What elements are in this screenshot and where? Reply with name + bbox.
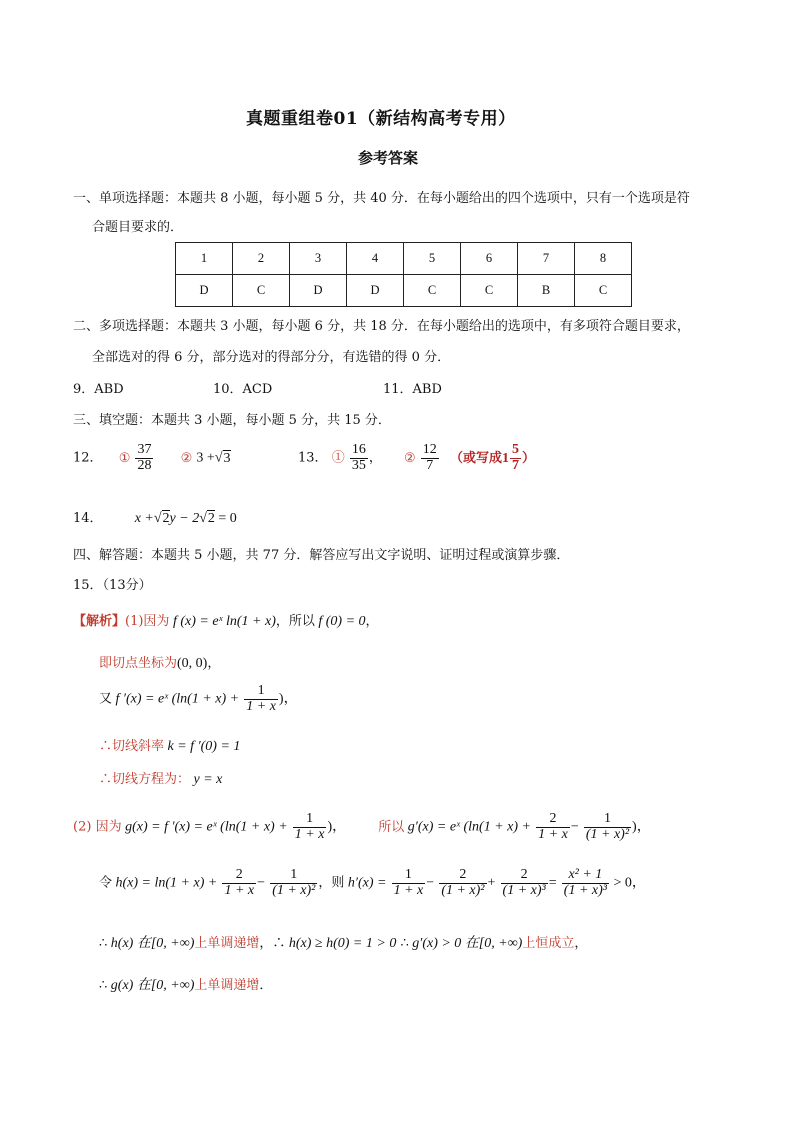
expression: x +: [134, 511, 154, 526]
solution-h-line: 令 h(x) = ln(1 + x) + $\frac{2}{1 + x}$ − $\frac{1}{\text{(1 + x)²}}$ ，则 h′(x) = $\frac{1}{1 + x}$ − $\frac{2}{\text{(1 + x)²}}$ + $\frac{2}{\text{(1 + x)³}}$ = $\frac{\text{x² + 1}}{\text{(1 + x)³}}$ > 0，: [99, 867, 646, 898]
section4-heading: 四、解答题：本题共 5 小题，共 77 分．解答应写出文字说明、证明过程或演算步骤．: [73, 548, 570, 563]
q13-label: 13．: [298, 450, 328, 466]
page-subtitle: 参考答案: [358, 149, 419, 167]
solution-line-5: ∴切线方程为： y = x: [99, 772, 223, 787]
fraction: $\frac{2}{1 + x}$: [538, 811, 568, 842]
table-cell: 3: [290, 243, 347, 275]
sqrt-radicand: 2: [207, 511, 215, 526]
answer-q10: 10．ACD: [213, 382, 273, 397]
circled-two: ②: [404, 450, 416, 466]
sqrt-radicand: 2: [162, 511, 170, 526]
table-cell: 4: [347, 243, 404, 275]
circled-two: ②: [180, 450, 193, 466]
answer-q11: 11．ABD: [383, 382, 442, 397]
fraction: $\frac{1}{\text{(1 + x)²}}$: [585, 811, 630, 842]
expression: 3 +: [196, 450, 215, 466]
table-cell: 6: [461, 243, 518, 275]
answer-q9: 9．ABD: [73, 382, 124, 397]
expression: = 0: [214, 511, 237, 526]
table-cell: C: [233, 275, 290, 307]
table-cell: B: [518, 275, 575, 307]
solution-line-4: ∴切线斜率 k = f ′(0) = 1: [99, 739, 241, 754]
section1-heading-line1: 一、单项选择题：本题共 8 小题，每小题 5 分，共 40 分．在每小题给出的四个选项中，只有一个选项是符: [73, 191, 690, 206]
analysis-tag: 【解析】: [73, 614, 126, 629]
answer-table-number-row: [176, 243, 632, 275]
solution-part2-line: (2) 因为 g(x) = f ′(x) = eˣ (ln(1 + x) + $\frac{1}{1 + x}$ )， 所以 g′(x) = eˣ (ln(1 + x) + $\frac{2}{1 + x}$ − $\frac{1}{\text{(1 + x)²}}$ )，: [73, 811, 651, 842]
table-cell: 5: [404, 243, 461, 275]
solution-line-3: 又 f ′(x) = eˣ (ln(1 + x) + $\frac{1}{1 + x}$ )，: [99, 683, 298, 714]
alternate-answer-note: （或写成1 $\frac{5}{7}$ ）: [449, 442, 535, 473]
comma: ，: [368, 450, 382, 466]
fraction: $\frac{1}{1 + x}$: [393, 867, 424, 898]
q15-label: 15．（13分）: [73, 578, 152, 593]
fraction: $\frac{1}{1 + x}$: [246, 683, 276, 714]
solution-line-1: 【解析】(1)因为 f (x) = eˣ ln(1 + x)，所以 f (0) = 0，: [73, 614, 379, 629]
fraction: $\frac{2}{\text{(1 + x)²}}$: [441, 867, 485, 898]
table-cell: 8: [575, 243, 632, 275]
table-cell: C: [404, 275, 461, 307]
sqrt-radicand: 3: [223, 450, 231, 466]
page-title: 真题重组卷01（新结构高考专用）: [246, 109, 516, 129]
q14-label: 14．: [73, 511, 103, 526]
table-cell: C: [575, 275, 632, 307]
fraction: $\frac{37}{28}$: [137, 442, 152, 473]
solution-monotonic-line: ∴ h(x) 在[0, +∞)上单调递增，∴ h(x) ≥ h(0) = 1 > 0 ∴ g′(x) > 0 在[0, +∞)上恒成立，: [99, 936, 588, 951]
fraction: $\frac{16}{35}$: [351, 442, 366, 473]
sqrt-symbol: √: [199, 511, 207, 526]
circled-one: ①: [331, 450, 345, 466]
table-cell: D: [347, 275, 404, 307]
fraction: $\frac{1}{1 + x}$: [294, 811, 325, 842]
fraction: $\frac{\text{x² + 1}}{\text{(1 + x)³}}$: [563, 867, 607, 898]
section1-heading-line2: 合题目要求的．: [92, 220, 184, 235]
solution-conclusion-line: ∴ g(x) 在[0, +∞)上单调递增．: [99, 978, 273, 993]
answer-table: [175, 242, 632, 307]
fraction: $\frac{12}{7}$: [422, 442, 437, 473]
sqrt-symbol: √: [153, 511, 162, 526]
answer-q12: [73, 443, 231, 473]
table-cell: 7: [518, 243, 575, 275]
answer-q13: [298, 443, 535, 473]
table-cell: D: [176, 275, 233, 307]
table-cell: C: [461, 275, 518, 307]
solution-line-2: 即切点坐标为(0, 0)，: [99, 656, 221, 671]
section2-heading-line2: 全部选对的得 6 分，部分选对的得部分分，有选错的得 0 分．: [92, 350, 451, 365]
section3-heading: 三、填空题：本题共 3 小题，每小题 5 分，共 15 分．: [73, 413, 391, 428]
table-cell: 1: [176, 243, 233, 275]
answer-table-answer-row: [176, 275, 632, 307]
table-cell: 2: [233, 243, 290, 275]
expression: y − 2: [169, 511, 200, 526]
answer-q14: [73, 507, 237, 527]
table-cell: D: [290, 275, 347, 307]
section2-heading-line1: 二、多项选择题：本题共 3 小题，每小题 6 分，共 18 分．在每小题给出的选项中，有多项符合题目要求，: [73, 319, 690, 334]
sqrt-symbol: √: [214, 450, 223, 466]
q12-label: 12．: [73, 450, 103, 466]
fraction: $\frac{2}{\text{(1 + x)³}}$: [502, 867, 546, 898]
circled-one: ①: [118, 450, 131, 466]
fraction: $\frac{2}{1 + x}$: [224, 867, 255, 898]
fraction: $\frac{1}{\text{(1 + x)²}}$: [272, 867, 316, 898]
